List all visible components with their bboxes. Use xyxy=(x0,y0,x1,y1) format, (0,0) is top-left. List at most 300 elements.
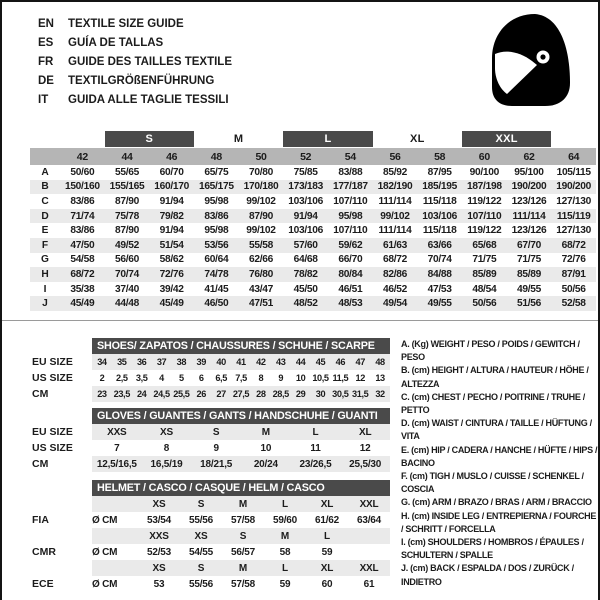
size-header-cell: S xyxy=(197,562,205,574)
value-cell: 50/56 xyxy=(472,298,497,310)
size-group-s: S xyxy=(105,131,194,147)
size-row xyxy=(92,424,390,440)
size-header-cell: XS xyxy=(194,530,208,542)
language-code: DE xyxy=(38,75,54,87)
value-cell: 53/54 xyxy=(146,514,172,526)
size-header-cell: XS xyxy=(152,498,166,510)
value-cell: 13 xyxy=(375,373,385,383)
value-cell: 107/110 xyxy=(467,210,502,222)
value-cell: 57/58 xyxy=(230,514,256,526)
value-cell: 35 xyxy=(117,357,127,367)
row-letter: D xyxy=(41,210,49,222)
row-letter: H xyxy=(41,268,49,280)
value-cell: 173/183 xyxy=(288,181,324,193)
size-header-cell: L xyxy=(282,498,288,510)
size-header-cell: L xyxy=(282,562,288,574)
value-cell: 27 xyxy=(216,389,226,399)
value-cell: 59 xyxy=(321,546,333,558)
value-cell: 45/49 xyxy=(159,298,184,310)
value-cell: 48 xyxy=(375,357,385,367)
measurement-row-b xyxy=(30,180,596,195)
value-cell: 83/86 xyxy=(204,210,229,222)
row-letter: J xyxy=(42,298,48,310)
value-cell: 51/56 xyxy=(516,298,541,310)
value-cell: 80/84 xyxy=(338,268,363,280)
value-cell: 28,5 xyxy=(272,389,289,399)
value-cell: 47/53 xyxy=(427,283,452,295)
value-cell: 56/57 xyxy=(230,546,256,558)
legend-item: A. (Kg) WEIGHT / PESO / POIDS / GEWITCH / PESO xyxy=(401,339,580,363)
value-cell: 95/98 xyxy=(204,195,229,207)
size-column-header: 56 xyxy=(389,150,401,163)
value-cell: 190/200 xyxy=(556,181,592,193)
value-cell: 50/56 xyxy=(561,283,586,295)
size-column-header: 64 xyxy=(568,150,580,163)
legend-item: I. (cm) SHOULDERS / HOMBROS / ÉPAULES / SCHULTERN / SPALLE xyxy=(401,537,584,561)
value-cell: M xyxy=(261,426,270,438)
value-cell: 87/91 xyxy=(561,268,586,280)
value-cell: 187/198 xyxy=(466,181,502,193)
helmet-size-row xyxy=(92,528,390,544)
value-cell: 170/180 xyxy=(243,181,279,193)
value-cell: 56/60 xyxy=(114,254,139,266)
size-group-xxl: XXL xyxy=(462,131,551,147)
value-cell: 60/64 xyxy=(204,254,229,266)
language-code: ES xyxy=(38,37,54,49)
size-header-cell: M xyxy=(238,498,248,510)
value-cell: 103/106 xyxy=(288,195,324,207)
size-group-row xyxy=(30,130,596,148)
value-cell: L xyxy=(312,426,319,438)
size-column-header: 54 xyxy=(344,150,356,163)
value-cell: 45/50 xyxy=(293,283,318,295)
value-cell: 10 xyxy=(260,442,272,454)
standard-label-ece: ECE xyxy=(32,578,54,590)
helmet-value-row xyxy=(92,512,390,528)
value-cell: 45 xyxy=(315,357,326,367)
value-cell: 50/60 xyxy=(70,166,95,178)
value-cell: 12 xyxy=(359,442,371,454)
size-group-m: M xyxy=(233,133,244,145)
value-cell: 99/102 xyxy=(246,225,276,237)
value-cell: 58/62 xyxy=(159,254,184,266)
value-cell: 103/106 xyxy=(422,210,458,222)
value-cell: 6,5 xyxy=(215,373,227,383)
value-cell: 65/68 xyxy=(472,239,497,251)
value-cell: 48/54 xyxy=(472,283,497,295)
value-cell: 54/58 xyxy=(70,254,95,266)
measurement-row-i xyxy=(30,282,596,297)
value-cell: 182/190 xyxy=(377,181,413,193)
row-label-eu-size: EU SIZE xyxy=(32,426,73,438)
helmet-icon xyxy=(480,8,580,112)
row-label-cm: CM xyxy=(32,388,49,400)
value-cell: 16,5/19 xyxy=(150,458,183,470)
value-cell: 95/100 xyxy=(514,166,544,178)
value-cell: 23/26,5 xyxy=(299,458,332,470)
value-cell: 72/76 xyxy=(159,268,184,280)
measurement-row-c xyxy=(30,194,596,209)
legend-item: E. (cm) HIP / CADERA / HANCHE / HÜFTE / HIPS / BACINO xyxy=(401,444,598,468)
value-cell: 37 xyxy=(156,357,167,367)
value-cell: 35/38 xyxy=(70,283,95,295)
value-cell: 59/62 xyxy=(338,239,363,251)
value-cell: 43 xyxy=(276,357,286,367)
value-cell: 72/76 xyxy=(561,254,586,266)
row-letter: C xyxy=(41,195,49,207)
value-cell: 63/64 xyxy=(356,514,382,526)
helmet-table xyxy=(92,480,390,592)
value-cell: 123/126 xyxy=(511,195,547,207)
size-row xyxy=(92,440,390,456)
size-number-row xyxy=(30,148,596,165)
language-title: GUIDE DES TAILLES TEXTILE xyxy=(68,56,232,68)
section-title-bar: HELMET / CASCO / CASQUE / HELM / CASCO xyxy=(92,480,390,496)
value-cell: 57/58 xyxy=(230,578,256,590)
value-cell: 11,5 xyxy=(332,373,349,383)
value-cell: 4 xyxy=(159,373,164,383)
value-cell: 87/90 xyxy=(114,195,139,207)
value-cell: 79/82 xyxy=(159,210,184,222)
value-cell: 84/88 xyxy=(427,268,452,280)
value-cell: 61 xyxy=(363,578,375,590)
value-cell: 68/72 xyxy=(561,239,586,251)
value-cell: 47 xyxy=(355,357,365,367)
size-header-cell: XXL xyxy=(359,498,379,510)
value-cell: 46/51 xyxy=(338,283,363,295)
legend-item: F. (cm) TIGH / MUSLO / CUISSE / SCHENKEL / COSCIA xyxy=(401,471,584,495)
value-cell: 49/55 xyxy=(427,298,452,310)
size-row xyxy=(92,456,390,472)
value-cell: 34 xyxy=(97,357,107,367)
value-cell: 44/48 xyxy=(114,298,139,310)
value-cell: 71/75 xyxy=(472,254,497,266)
value-cell: 85/89 xyxy=(516,268,541,280)
value-cell: 190/200 xyxy=(511,181,547,193)
value-cell: 95/98 xyxy=(204,225,229,237)
section-title-bar: SHOES/ ZAPATOS / CHAUSSURES / SCHUHE / SCARPE xyxy=(92,338,390,354)
size-column-header: 58 xyxy=(434,150,446,163)
size-header-cell: XL xyxy=(320,562,334,574)
value-cell: 12,5/16,5 xyxy=(96,458,137,470)
measurement-rows xyxy=(30,165,596,311)
value-cell: 83/86 xyxy=(70,195,95,207)
value-cell: 2 xyxy=(99,373,105,383)
value-cell: 10 xyxy=(295,373,306,383)
size-column-header: 46 xyxy=(166,150,178,163)
value-cell: 70/74 xyxy=(427,254,452,266)
value-cell: 82/86 xyxy=(382,268,407,280)
size-group-l: L xyxy=(283,131,372,147)
size-header-cell: M xyxy=(238,562,248,574)
value-cell: 119/122 xyxy=(467,195,502,207)
textile-size-table xyxy=(30,130,596,311)
language-title: GUIDA ALLE TAGLIE TESSILI xyxy=(68,94,229,106)
measurement-row-a xyxy=(30,165,596,180)
value-cell: 9 xyxy=(278,373,284,383)
standard-label-fia: FIA xyxy=(32,514,49,526)
value-cell: 48/52 xyxy=(293,298,318,310)
value-cell: 54/55 xyxy=(188,546,214,558)
legend-item: D. (cm) WAIST / CINTURA / TAILLE / HÜFTUNG / VITA xyxy=(401,418,592,442)
value-cell: 31,5 xyxy=(352,389,369,399)
value-cell: 85/89 xyxy=(472,268,497,280)
legend-item: B. (cm) HEIGHT / ALTURA / HAUTEUR / HÖHE / ALTEZZA xyxy=(401,365,589,389)
language-row xyxy=(38,91,232,110)
size-column-header: 42 xyxy=(76,150,88,163)
value-cell: 7,5 xyxy=(235,373,247,383)
row-letter: A xyxy=(41,166,49,178)
value-cell: XL xyxy=(358,426,372,438)
value-cell: 18/21,5 xyxy=(200,458,233,470)
value-cell: 46/52 xyxy=(382,283,407,295)
value-cell: 83/86 xyxy=(70,225,95,237)
value-cell: 45/49 xyxy=(70,298,95,310)
value-cell: 52/53 xyxy=(146,546,172,558)
value-cell: 60/70 xyxy=(159,166,184,178)
language-title: TEXTILGRÖßENFÜHRUNG xyxy=(68,75,215,87)
value-cell: 55/56 xyxy=(188,578,214,590)
value-cell: 75/78 xyxy=(114,210,139,222)
value-cell: 65/75 xyxy=(204,166,229,178)
section-divider xyxy=(2,320,598,321)
size-column-header: 48 xyxy=(210,150,222,163)
language-title: GUÍA DE TALLAS xyxy=(68,37,164,49)
value-cell: 3,5 xyxy=(135,373,148,383)
value-cell: 53/56 xyxy=(204,239,229,251)
helmet-icon-svg xyxy=(480,8,580,112)
value-cell: 46/50 xyxy=(204,298,229,310)
value-cell: 76/80 xyxy=(248,268,273,280)
value-cell: 37/40 xyxy=(114,283,139,295)
row-letter: F xyxy=(41,239,49,251)
row-letter: G xyxy=(41,254,49,266)
shoes-table xyxy=(92,338,390,402)
value-cell: 111/114 xyxy=(512,210,546,222)
size-row xyxy=(92,370,390,386)
value-cell: 47/50 xyxy=(70,239,95,251)
value-cell: 7 xyxy=(114,442,120,454)
value-cell: 95/98 xyxy=(338,210,363,222)
value-cell: 85/92 xyxy=(382,166,407,178)
value-cell: 43/47 xyxy=(248,283,273,295)
measurement-row-f xyxy=(30,238,596,253)
size-header-cell: XS xyxy=(152,562,166,574)
value-cell: 74/78 xyxy=(204,268,229,280)
value-cell: 127/130 xyxy=(556,195,592,207)
value-cell: 9 xyxy=(213,442,219,454)
language-row xyxy=(38,34,232,53)
value-cell: 155/165 xyxy=(109,181,145,193)
unit-cell: Ø CM xyxy=(92,546,118,558)
value-cell: 23,5 xyxy=(113,389,130,399)
value-cell: 58 xyxy=(279,546,291,558)
value-cell: 20/24 xyxy=(253,458,278,470)
value-cell: 27,5 xyxy=(232,389,250,399)
value-cell: 60 xyxy=(321,578,333,590)
value-cell: 11 xyxy=(310,442,321,454)
value-cell: 123/126 xyxy=(511,225,547,237)
value-cell: 78/82 xyxy=(293,268,318,280)
language-row xyxy=(38,72,232,91)
value-cell: 91/94 xyxy=(159,195,184,207)
value-cell: 75/85 xyxy=(293,166,318,178)
language-row xyxy=(38,53,232,72)
value-cell: 53 xyxy=(153,578,165,590)
size-column-header: 52 xyxy=(300,150,312,163)
value-cell: 24,5 xyxy=(153,389,170,399)
value-cell: 25,5/30 xyxy=(349,458,382,470)
value-cell: 115/118 xyxy=(422,225,457,237)
row-label-us-size: US SIZE xyxy=(32,372,73,384)
value-cell: 46 xyxy=(335,357,346,367)
value-cell: 107/110 xyxy=(333,225,368,237)
value-cell: 70/80 xyxy=(248,166,273,178)
value-cell: 64/68 xyxy=(293,254,318,266)
helmet-size-row xyxy=(92,496,390,512)
value-cell: 29 xyxy=(295,389,306,399)
value-cell: 48/53 xyxy=(338,298,363,310)
size-header-cell: M xyxy=(280,530,290,542)
legend-item: H. (cm) INSIDE LEG / ENTREPIERNA / FOURCHE / SCHRITT / FORCELLA xyxy=(401,510,597,534)
value-cell: 39/42 xyxy=(159,283,184,295)
value-cell: 10,5 xyxy=(312,373,329,383)
value-cell: 111/114 xyxy=(378,195,412,207)
measurement-row-e xyxy=(30,223,596,238)
language-code: IT xyxy=(38,94,49,106)
value-cell: 5 xyxy=(179,373,184,383)
value-cell: 67/70 xyxy=(516,239,541,251)
value-cell: XXS xyxy=(107,426,127,438)
row-label-eu-size: EU SIZE xyxy=(32,356,73,368)
helmet-value-row xyxy=(92,544,390,560)
value-cell: 115/119 xyxy=(556,210,591,222)
value-cell: 66/70 xyxy=(338,254,363,266)
value-cell: 99/102 xyxy=(380,210,410,222)
value-cell: 8 xyxy=(258,373,264,383)
value-cell: 185/195 xyxy=(422,181,458,193)
size-header-cell: XL xyxy=(320,498,334,510)
value-cell: 49/55 xyxy=(516,283,541,295)
value-cell: 71/75 xyxy=(516,254,541,266)
value-cell: 49/52 xyxy=(114,239,139,251)
language-title: TEXTILE SIZE GUIDE xyxy=(68,18,184,30)
value-cell: 87/90 xyxy=(248,210,273,222)
value-cell: 12 xyxy=(355,373,365,383)
value-cell: 23 xyxy=(97,389,107,399)
value-cell: 61/63 xyxy=(382,239,407,251)
value-cell: 177/187 xyxy=(332,181,368,193)
value-cell: 55/58 xyxy=(248,239,273,251)
value-cell: 59 xyxy=(279,578,291,590)
size-header-cell: S xyxy=(197,498,205,510)
language-code: FR xyxy=(38,56,54,68)
value-cell: 28 xyxy=(256,389,266,399)
size-header-cell: XXS xyxy=(149,530,169,542)
value-cell: 165/175 xyxy=(198,181,234,193)
value-cell: 68/72 xyxy=(382,254,407,266)
unit-cell: Ø CM xyxy=(92,514,118,526)
helmet-value-row xyxy=(92,576,390,592)
language-code: EN xyxy=(38,18,54,30)
measurement-row-j xyxy=(30,296,596,311)
value-cell: 44 xyxy=(295,357,306,367)
value-cell: 68/72 xyxy=(70,268,95,280)
legend-item: G. (cm) ARM / BRAZO / BRAS / ARM / BRACCIO xyxy=(401,497,592,508)
value-cell: 99/102 xyxy=(246,195,276,207)
size-row xyxy=(92,386,390,402)
value-cell: 38 xyxy=(176,357,187,367)
value-cell: 49/54 xyxy=(382,298,407,310)
size-header-cell: XXL xyxy=(359,562,379,574)
measurement-row-h xyxy=(30,267,596,282)
row-label-us-size: US SIZE xyxy=(32,442,73,454)
value-cell: 105/115 xyxy=(556,166,591,178)
value-cell: 115/118 xyxy=(422,195,457,207)
value-cell: S xyxy=(212,426,220,438)
value-cell: 71/74 xyxy=(70,210,95,222)
size-column-header: 44 xyxy=(121,150,133,163)
value-cell: 42 xyxy=(256,357,266,367)
value-cell: XS xyxy=(160,426,173,438)
value-cell: 87/90 xyxy=(114,225,139,237)
size-header-cell: S xyxy=(239,530,247,542)
value-cell: 24 xyxy=(136,389,147,399)
value-cell: 6 xyxy=(198,373,204,383)
size-row xyxy=(92,354,390,370)
size-header-cell: L xyxy=(324,530,330,542)
value-cell: 90/100 xyxy=(469,166,500,178)
size-column-header: 50 xyxy=(255,150,267,163)
language-row xyxy=(38,15,232,34)
standard-label-cmr: CMR xyxy=(32,546,56,558)
section-title-bar: GLOVES / GUANTES / GANTS / HANDSCHUHE / GUANTI xyxy=(92,408,390,424)
measurement-legend xyxy=(401,338,599,589)
value-cell: 41/45 xyxy=(204,283,229,295)
value-cell: 39 xyxy=(196,357,206,367)
value-cell: 47/51 xyxy=(248,298,273,310)
legend-item: C. (cm) CHEST / PECHO / POITRINE / TRUHE / PETTO xyxy=(401,391,585,416)
value-cell: 30 xyxy=(315,389,326,399)
value-cell: 103/106 xyxy=(288,225,324,237)
value-cell: 61/62 xyxy=(314,514,340,526)
value-cell: 55/65 xyxy=(114,166,139,178)
row-letter: I xyxy=(43,283,47,295)
value-cell: 111/114 xyxy=(378,225,412,237)
value-cell: 150/160 xyxy=(64,181,100,193)
row-letter: B xyxy=(41,181,49,193)
value-cell: 51/54 xyxy=(159,239,184,251)
value-cell: 26 xyxy=(196,389,206,399)
size-column-header: 60 xyxy=(478,150,490,163)
measurement-row-d xyxy=(30,209,596,224)
gloves-table xyxy=(92,408,390,472)
value-cell: 91/94 xyxy=(293,210,318,222)
value-cell: 107/110 xyxy=(333,195,368,207)
value-cell: 55/56 xyxy=(188,514,214,526)
value-cell: 87/95 xyxy=(427,166,452,178)
row-letter: E xyxy=(41,225,49,237)
value-cell: 63/66 xyxy=(427,239,452,251)
measurement-row-g xyxy=(30,253,596,268)
value-cell: 25,5 xyxy=(173,389,190,399)
value-cell: 119/122 xyxy=(467,225,502,237)
value-cell: 30,5 xyxy=(332,389,349,399)
value-cell: 41 xyxy=(236,357,246,367)
value-cell: 40 xyxy=(216,357,226,367)
value-cell: 8 xyxy=(163,442,170,454)
value-cell: 59/60 xyxy=(272,514,298,526)
